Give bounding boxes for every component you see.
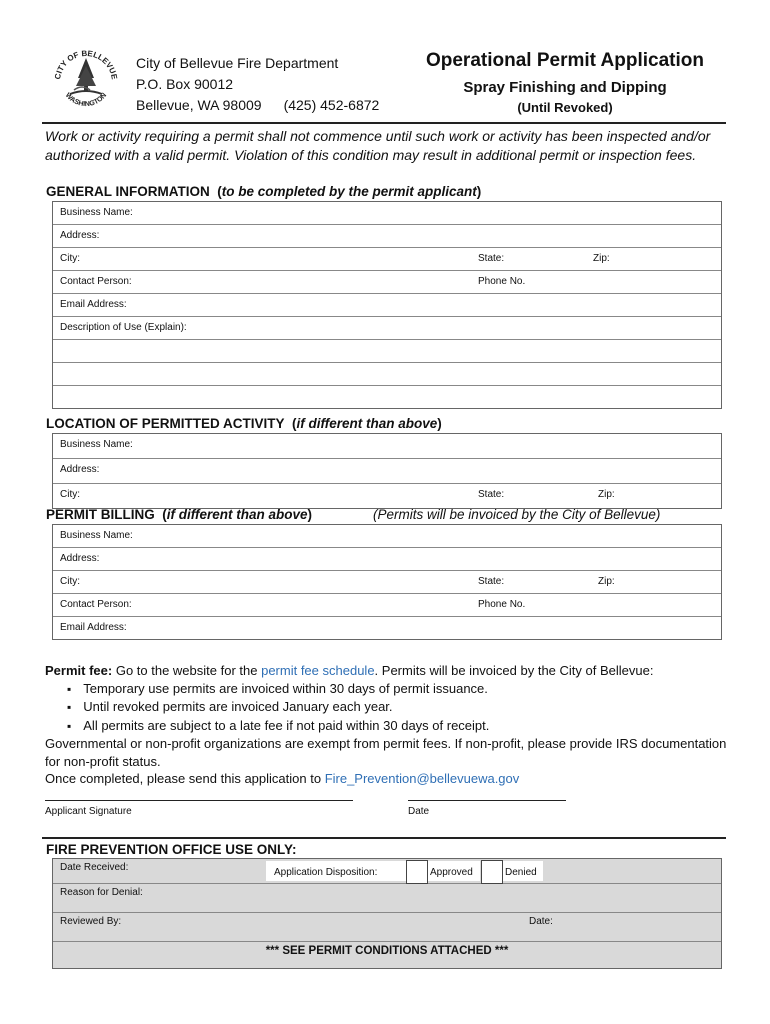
city-state-zip-phone (136, 95, 379, 116)
denied-label: Denied (505, 867, 537, 878)
office-disposition-label: Application Disposition: (274, 867, 378, 878)
office-date-received-label: Date Received: (60, 862, 129, 873)
seal-bottom-text: WASHINGTON (63, 91, 109, 109)
department-phone: (425) 452-6872 (283, 97, 380, 113)
location-address-row[interactable] (53, 459, 721, 484)
billing-business-name-label: Business Name: (60, 530, 133, 541)
office-date-received-row (53, 859, 721, 884)
approved-label: Approved (430, 867, 473, 878)
general-business-name-row[interactable] (53, 202, 721, 225)
fee-bullet: ▪ Until revoked permits are invoiced January each year. (67, 698, 735, 717)
billing-zip-label: Zip: (598, 576, 615, 587)
billing-heading-note: if different than above (166, 507, 308, 522)
general-city-label: City: (60, 253, 80, 264)
fee-intro-line (45, 662, 735, 680)
city-line: Bellevue, WA 98009 (136, 97, 262, 113)
fee-bullet-list (45, 680, 735, 736)
general-description-label: Description of Use (Explain): (60, 322, 187, 333)
applicant-signature-label: Applicant Signature (45, 806, 132, 817)
office-use-table (52, 858, 722, 969)
location-table (52, 433, 722, 509)
general-description-line-1[interactable] (53, 340, 721, 363)
location-business-name-row[interactable] (53, 434, 721, 459)
general-city-row[interactable] (53, 248, 721, 271)
department-info (136, 53, 379, 116)
office-reviewed-label: Reviewed By: (60, 916, 122, 927)
approved-box (428, 861, 480, 881)
billing-email-label: Email Address: (60, 622, 127, 633)
general-business-name-label: Business Name: (60, 207, 133, 218)
office-reason-row (53, 884, 721, 913)
send-text: Once completed, please send this application to (45, 771, 322, 786)
form-titles (400, 48, 730, 117)
general-contact-row[interactable] (53, 271, 721, 294)
signature-date-line[interactable] (408, 800, 566, 801)
location-state-label: State: (478, 489, 505, 500)
office-date-label: Date: (529, 916, 553, 927)
billing-phone-label: Phone No. (478, 599, 526, 610)
general-address-row[interactable] (53, 225, 721, 248)
send-line (45, 770, 735, 788)
warning-text: Work or activity requiring a permit shall not commence until such work or activity has been inspected and/or authorized with a valid permit. Violation of this condition may result in additional permit or inspection fees. (45, 128, 711, 163)
billing-table (52, 524, 722, 640)
form-duration: (Until Revoked) (517, 100, 613, 115)
location-business-name-label: Business Name: (60, 439, 133, 450)
permit-fee-section (45, 662, 735, 788)
general-state-label: State: (478, 253, 505, 264)
office-conditions-row (53, 942, 721, 968)
billing-heading-label: PERMIT BILLING (46, 507, 155, 522)
fee-label: Permit fee: (45, 663, 113, 678)
form-title: Operational Permit Application (425, 50, 704, 71)
applicant-signature-line[interactable] (45, 800, 353, 801)
billing-business-name-row[interactable] (53, 525, 721, 548)
general-info-table (52, 201, 722, 409)
general-heading-label: GENERAL INFORMATION (46, 184, 210, 199)
general-heading: GENERAL INFORMATION (to be completed by the permit applicant) (46, 184, 482, 199)
location-heading-label: LOCATION OF PERMITTED ACTIVITY (46, 416, 285, 431)
permit-conditions-note: *** SEE PERMIT CONDITIONS ATTACHED *** (265, 945, 509, 957)
billing-state-label: State: (478, 576, 505, 587)
billing-city-row[interactable] (53, 571, 721, 594)
office-reason-label: Reason for Denial: (60, 887, 143, 898)
location-heading: LOCATION OF PERMITTED ACTIVITY (if different than above) (46, 416, 442, 431)
form-subtitle: Spray Finishing and Dipping (463, 79, 667, 96)
general-address-label: Address: (60, 230, 100, 241)
billing-contact-row[interactable] (53, 594, 721, 617)
general-zip-label: Zip: (593, 253, 610, 264)
general-phone-label: Phone No. (478, 276, 526, 287)
general-heading-note: to be completed by the permit applicant (221, 184, 477, 199)
general-contact-label: Contact Person: (60, 276, 132, 287)
general-email-row[interactable] (53, 294, 721, 317)
fee-intro: Go to the website for the (115, 663, 258, 678)
general-description-row[interactable] (53, 317, 721, 340)
billing-heading: PERMIT BILLING (if different than above) (46, 507, 313, 522)
billing-city-label: City: (60, 576, 80, 587)
billing-address-row[interactable] (53, 548, 721, 571)
denied-checkbox[interactable] (481, 860, 503, 884)
disposition-box (266, 861, 406, 881)
fee-bullet: ▪ All permits are subject to a late fee if not paid within 30 days of receipt. (67, 717, 735, 736)
denied-box (503, 861, 543, 881)
approved-checkbox[interactable] (406, 860, 428, 884)
office-rule (42, 837, 726, 839)
general-description-line-2[interactable] (53, 363, 721, 386)
office-heading: FIRE PREVENTION OFFICE USE ONLY: (46, 842, 297, 857)
location-address-label: Address: (60, 464, 100, 475)
location-heading-note: if different than above (296, 416, 438, 431)
general-email-label: Email Address: (60, 299, 127, 310)
billing-address-label: Address: (60, 553, 100, 564)
email-link[interactable]: Fire_Prevention@bellevuewa.gov (324, 771, 520, 786)
billing-email-row[interactable] (53, 617, 721, 639)
seal-top-text: CITY OF BELLEVUE (53, 48, 119, 81)
header-rule (42, 122, 726, 124)
billing-contact-label: Contact Person: (60, 599, 132, 610)
location-city-label: City: (60, 489, 80, 500)
fee-bullet: ▪ Temporary use permits are invoiced within 30 days of permit issuance. (67, 680, 735, 699)
general-description-line-3[interactable] (53, 386, 721, 408)
fee-schedule-link[interactable]: permit fee schedule (261, 663, 375, 678)
po-box: P.O. Box 90012 (136, 76, 234, 92)
location-zip-label: Zip: (598, 489, 615, 500)
fee-after-link: . Permits will be invoiced by the City of Bellevue: (374, 663, 654, 678)
billing-side-note: (Permits will be invoiced by the City of Bellevue) (373, 507, 661, 522)
location-city-row[interactable] (53, 484, 721, 508)
city-seal-icon (50, 44, 122, 116)
signature-date-label: Date (408, 806, 430, 817)
department-name: City of Bellevue Fire Department (136, 55, 339, 71)
city-seal (50, 44, 122, 116)
nonprofit-text: Governmental or non-profit organizations are exempt from permit fees. If non-profit, please provide IRS documentation for non-profit status. (45, 736, 727, 769)
office-reviewed-row (53, 913, 721, 942)
